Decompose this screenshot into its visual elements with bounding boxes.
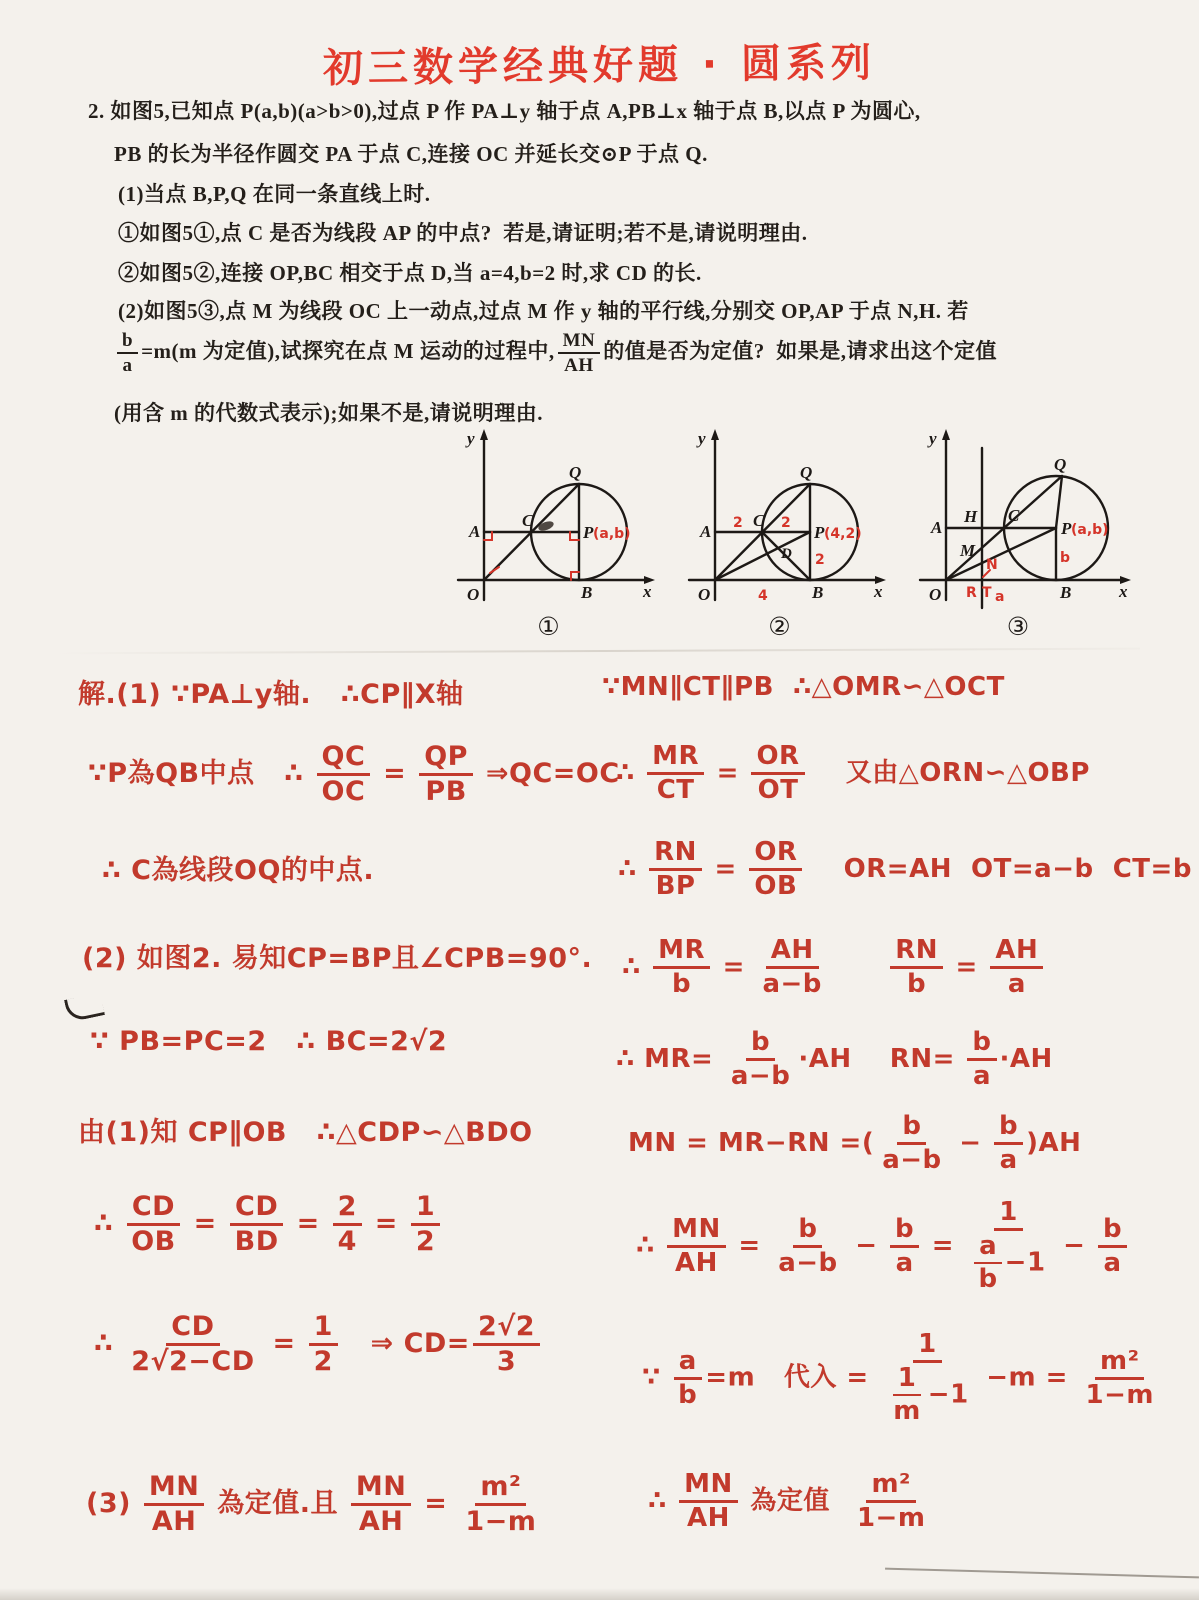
fig3-x-axis-label: x [1119, 582, 1128, 601]
fig3-A-label: A [931, 518, 943, 537]
figure-1-caption: ① [537, 612, 560, 641]
solution-line: ∴ $\frac{RN}{BP}$ = $\frac{OR}{OB}$ OR=AH OT=a−b CT=b [618, 837, 1192, 902]
fig2-A-label: A [700, 522, 712, 541]
fig1-Q-label: Q [569, 463, 582, 482]
fig3-origin-label: O [929, 585, 942, 604]
fig3-B-label: B [1060, 583, 1072, 602]
solution-line: (3) $\frac{MN}{AH}$ 為定值.且 $\frac{MN}{AH}$ = $\frac{\text{m²}}{1-m}$ [86, 1471, 537, 1538]
solution-line: ∴ $\frac{MN}{AH}$ 為定值 $\frac{\text{m²}}{1-m}$ [648, 1469, 926, 1534]
figure-3 [898, 422, 1138, 641]
fig1-P-coordinate: (a,b) [593, 526, 631, 542]
problem-line-8: (用含 m 的代数式表示);如果不是,请说明理由. [114, 401, 543, 425]
solution-line: ∴ MR= $\frac{b}{a-b}$ ·AH RN= $\frac{b}{a}$ ·AH [616, 1027, 1053, 1092]
fig1-origin-label: O [467, 585, 480, 604]
fig2-AC-length: 2 [733, 515, 743, 531]
problem-line-1: 2. 如图5,已知点 P(a,b)(a>b>0),过点 P 作 PA⊥y 轴于点 A,PB⊥x 轴于点 B,以点 P 为圆心, [88, 99, 921, 123]
problem-line-2: PB 的长为半径作圆交 PA 于点 C,连接 OC 并延长交⊙P 于点 Q. [114, 142, 708, 166]
solution-line: ∴ $\frac{CD}{2√2-CD}$ = $\frac{1}{2}$ ⇒ CD= $\frac{2√2}{3}$ [94, 1312, 543, 1377]
page-fold-shadow [55, 648, 1140, 655]
fig1-B-label: B [581, 583, 593, 602]
fig1-x-axis-label: x [643, 582, 652, 601]
fig3-C-label: C [1008, 506, 1020, 525]
figure-2 [667, 422, 892, 641]
solution-line: ∵ PB=PC=2 ∴ BC=2√2 [90, 1026, 448, 1057]
solution-line: ∵P為QB中点 ∴ $\frac{QC}{OC}$ = $\frac{QP}{PB}$ ⇒QC=OC [88, 741, 620, 808]
solution-line: ∴ $\frac{MR}{CT}$ = $\frac{OR}{OT}$ 又由△ORN∽△OBP [616, 741, 1090, 806]
fig3-N-label: N [986, 557, 998, 573]
solution-line: ∴ C為线段OQ的中点. [102, 855, 375, 886]
fig2-Q-label: Q [800, 463, 813, 482]
fig3-y-axis-label: y [929, 429, 937, 448]
solution-line: ∴ $\frac{CD}{OB}$ = $\frac{CD}{BD}$ = $\frac{2}{4}$ = $\frac{1}{2}$ [94, 1192, 443, 1257]
fig1-P-label: P [583, 523, 594, 542]
fig2-OB-length: 4 [758, 588, 768, 604]
fig3-b-length: b [1060, 550, 1071, 566]
fig2-D-label: D [781, 546, 792, 562]
fig3-H-label: H [964, 507, 978, 526]
fig2-PB-length: 2 [815, 552, 825, 568]
fig3-M-label: M [960, 541, 976, 560]
figure-1-drawing [436, 422, 661, 610]
solution-line: 由(1)知 CP∥OB ∴△CDP∽△BDO [78, 1117, 533, 1148]
solution-line: MN = MR−RN =( $\frac{b}{a-b}$ − $\frac{b}{a}$ )AH [628, 1111, 1082, 1176]
fig2-B-label: B [812, 583, 824, 602]
solution-line: (2) 如图2. 易知CP=BP且∠CPB=90°. [82, 943, 593, 974]
ink-smudge [537, 520, 555, 533]
solution-line: ∴ $\frac{MR}{b}$ = $\frac{AH}{a-b}$ $\frac{RN}{b}$ = $\frac{AH}{a}$ [622, 936, 1046, 999]
problem-line-7: $\frac{b}{a}$ =m(m 为定值),试探究在点 M 运动的过程中, $\frac{MN}{AH}$ 的值是否为定值? 如果是,请求出这个定值 [114, 330, 997, 377]
fig3-P-coordinate: (a,b) [1071, 522, 1109, 538]
fig3-R-label: R [966, 585, 977, 601]
fig3-P-label: P [1061, 519, 1072, 538]
figure-3-drawing [898, 422, 1138, 610]
fig2-origin-label: O [698, 585, 711, 604]
scan-artifact-line [885, 1568, 1199, 1579]
fig3-T-label: T [982, 585, 992, 601]
fig2-y-axis-label: y [698, 429, 706, 448]
fig2-P-coordinate: (4,2) [824, 526, 862, 542]
fig2-CP-length: 2 [781, 515, 791, 531]
figure-row [436, 422, 1138, 641]
problem-line-3: (1)当点 B,P,Q 在同一条直线上时. [118, 182, 431, 206]
problem-line-4: ①如图5①,点 C 是否为线段 AP 的中点? 若是,请证明;若不是,请说明理由. [118, 221, 808, 245]
fig1-y-axis-label: y [467, 429, 475, 448]
fig2-P-label: P [814, 523, 825, 542]
solution-line: ∴ $\frac{MN}{AH}$ = $\frac{b}{a-b}$ − $\frac{b}{a}$ = 1 $\frac{a}{b}$ −1 − $\frac{b}{a}$ [636, 1198, 1130, 1294]
figure-2-caption: ② [768, 612, 791, 641]
fig2-x-axis-label: x [874, 582, 883, 601]
figure-1 [436, 422, 661, 641]
fig1-A-label: A [469, 522, 481, 541]
fig1-C-label: C [522, 511, 534, 530]
pen-squiggle-mark [64, 992, 105, 1022]
figure-2-drawing [667, 422, 892, 610]
figure-3-caption: ③ [1006, 612, 1030, 641]
scan-bottom-shadow [0, 1588, 1199, 1600]
solution-line: 解.(1) ∵PA⊥y轴. ∴CP∥X轴 [78, 679, 464, 710]
fig2-C-label: C [753, 511, 765, 530]
problem-line-5: ②如图5②,连接 OP,BC 相交于点 D,当 a=4,b=2 时,求 CD 的长. [118, 261, 702, 285]
solution-line: ∵MN∥CT∥PB ∴△OMR∽△OCT [602, 672, 1005, 702]
solution-line: ∵ $\frac{a}{b}$ =m 代入 = 1 $\frac{1}{m}$ −1 −m = $\frac{\text{m²}}{1-m}$ [642, 1329, 1154, 1427]
problem-line-6: (2)如图5③,点 M 为线段 OC 上一动点,过点 M 作 y 轴的平行线,分别交 OP,AP 于点 N,H. 若 [118, 299, 969, 323]
fig3-Q-label: Q [1054, 455, 1067, 474]
fig3-a-length: a [995, 589, 1005, 605]
page-title: 初三数学经典好题 · 圆系列 [322, 40, 877, 92]
